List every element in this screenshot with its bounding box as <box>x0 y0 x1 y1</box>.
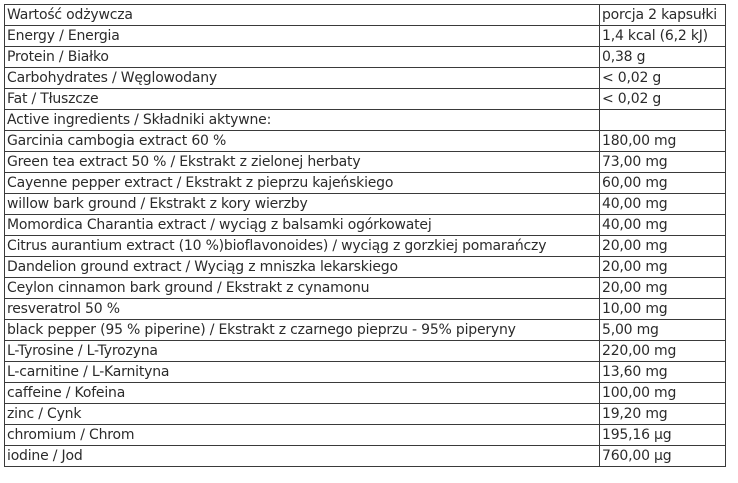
ingredient-value-cell: 20,00 mg <box>600 236 726 257</box>
table-row <box>5 236 726 257</box>
table-row <box>5 110 726 131</box>
ingredient-value-cell: 40,00 mg <box>600 194 726 215</box>
ingredient-value-cell: 10,00 mg <box>600 299 726 320</box>
ingredient-name-cell: Citrus aurantium extract (10 %)bioflavonoides) / wyciąg z gorzkiej pomarańczy <box>5 236 600 257</box>
ingredient-name-cell: Ceylon cinnamon bark ground / Ekstrakt z cynamonu <box>5 278 600 299</box>
ingredient-value-cell: 0,38 g <box>600 47 726 68</box>
table-row <box>5 341 726 362</box>
ingredient-value-cell: 5,00 mg <box>600 320 726 341</box>
table-row <box>5 215 726 236</box>
table-row <box>5 257 726 278</box>
ingredient-value-cell: < 0,02 g <box>600 68 726 89</box>
ingredient-name-cell: Carbohydrates / Węglowodany <box>5 68 600 89</box>
table-row <box>5 89 726 110</box>
table-row <box>5 68 726 89</box>
ingredient-name-cell: Cayenne pepper extract / Ekstrakt z pieprzu kajeńskiego <box>5 173 600 194</box>
ingredient-value-cell: 180,00 mg <box>600 131 726 152</box>
ingredient-name-cell: Active ingredients / Składniki aktywne: <box>5 110 600 131</box>
ingredient-name-cell: L-Tyrosine / L-Tyrozyna <box>5 341 600 362</box>
table-row <box>5 26 726 47</box>
ingredient-name-cell: L-carnitine / L-Karnityna <box>5 362 600 383</box>
ingredient-value-cell: 20,00 mg <box>600 278 726 299</box>
nutrition-table-body <box>5 5 726 467</box>
ingredient-name-cell: caffeine / Kofeina <box>5 383 600 404</box>
table-row <box>5 173 726 194</box>
table-row <box>5 320 726 341</box>
ingredient-value-cell: 20,00 mg <box>600 257 726 278</box>
table-row <box>5 278 726 299</box>
ingredient-value-cell: 73,00 mg <box>600 152 726 173</box>
ingredient-name-cell: Fat / Tłuszcze <box>5 89 600 110</box>
ingredient-name-cell: Dandelion ground extract / Wyciąg z mniszka lekarskiego <box>5 257 600 278</box>
table-row <box>5 131 726 152</box>
ingredient-value-cell: 40,00 mg <box>600 215 726 236</box>
ingredient-name-cell: Garcinia cambogia extract 60 % <box>5 131 600 152</box>
ingredient-name-cell: Green tea extract 50 % / Ekstrakt z zielonej herbaty <box>5 152 600 173</box>
ingredient-value-cell: 195,16 μg <box>600 425 726 446</box>
nutrition-table <box>4 4 726 467</box>
ingredient-value-cell: 220,00 mg <box>600 341 726 362</box>
table-row <box>5 194 726 215</box>
ingredient-value-cell: < 0,02 g <box>600 89 726 110</box>
ingredient-name-cell: iodine / Jod <box>5 446 600 467</box>
ingredient-value-cell: 1,4 kcal (6,2 kJ) <box>600 26 726 47</box>
table-row <box>5 404 726 425</box>
table-row <box>5 47 726 68</box>
ingredient-value-cell: 13,60 mg <box>600 362 726 383</box>
ingredient-name-cell: Protein / Białko <box>5 47 600 68</box>
table-row <box>5 383 726 404</box>
table-header-row <box>5 5 726 26</box>
ingredient-name-cell: Momordica Charantia extract / wyciąg z balsamki ogórkowatej <box>5 215 600 236</box>
ingredient-value-cell: 19,20 mg <box>600 404 726 425</box>
ingredient-name-cell: zinc / Cynk <box>5 404 600 425</box>
table-row <box>5 299 726 320</box>
ingredient-name-cell: willow bark ground / Ekstrakt z kory wierzby <box>5 194 600 215</box>
ingredient-name-cell: chromium / Chrom <box>5 425 600 446</box>
table-row <box>5 425 726 446</box>
ingredient-value-cell: 100,00 mg <box>600 383 726 404</box>
table-row <box>5 152 726 173</box>
header-name-cell: Wartość odżywcza <box>5 5 600 26</box>
header-value-cell: porcja 2 kapsułki <box>600 5 726 26</box>
ingredient-name-cell: Energy / Energia <box>5 26 600 47</box>
ingredient-name-cell: resveratrol 50 % <box>5 299 600 320</box>
table-row <box>5 446 726 467</box>
ingredient-value-cell: 760,00 μg <box>600 446 726 467</box>
table-row <box>5 362 726 383</box>
ingredient-name-cell: black pepper (95 % piperine) / Ekstrakt z czarnego pieprzu - 95% piperyny <box>5 320 600 341</box>
ingredient-value-cell: 60,00 mg <box>600 173 726 194</box>
ingredient-value-cell <box>600 110 726 131</box>
